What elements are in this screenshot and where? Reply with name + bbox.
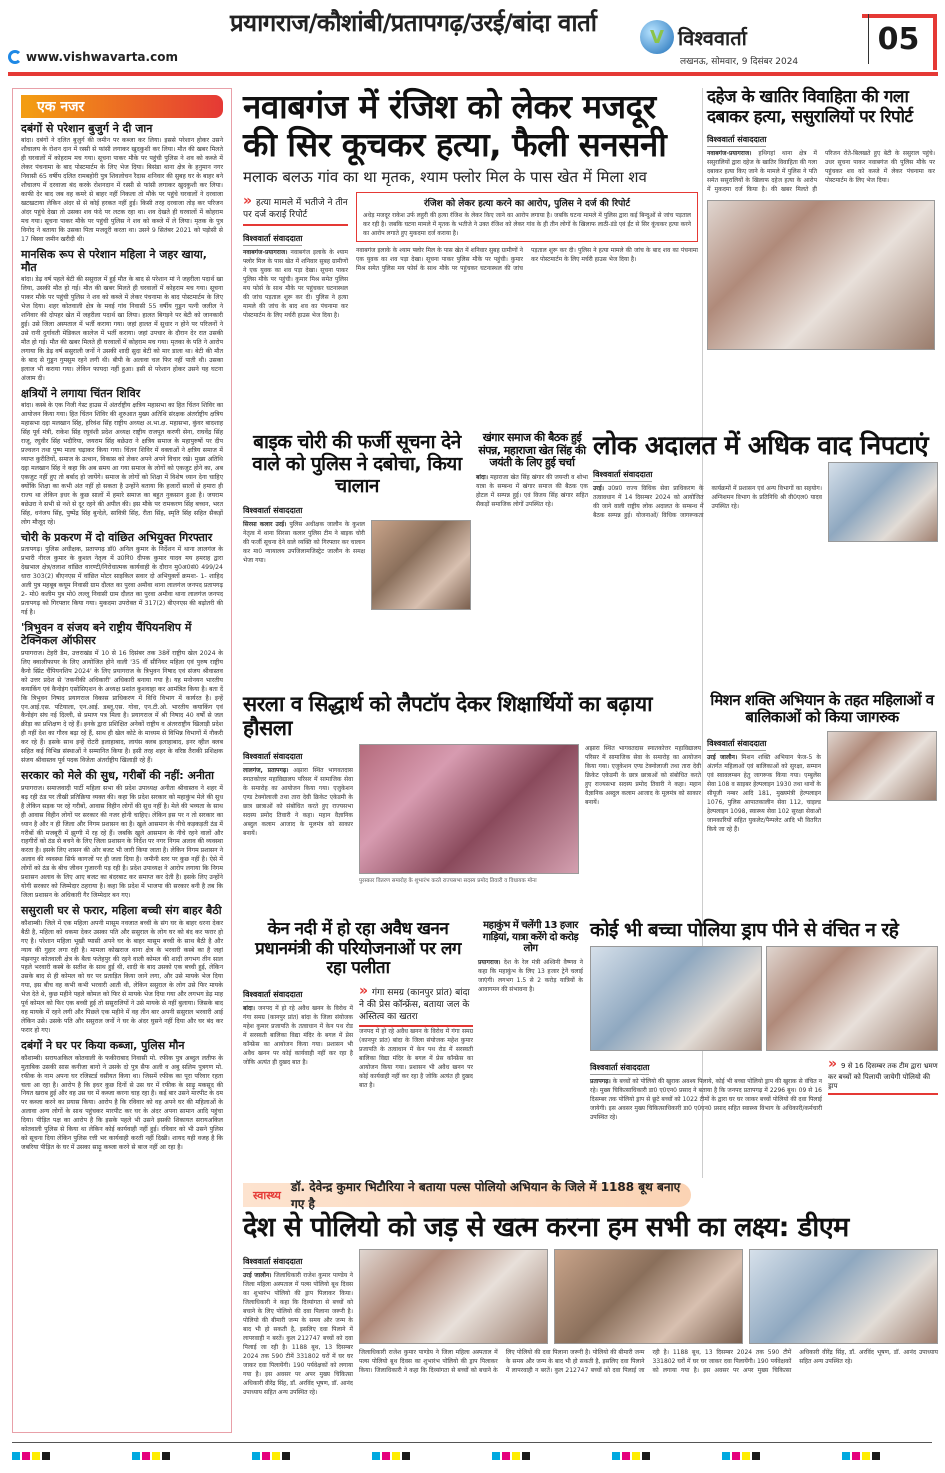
masthead-divider [8,72,938,76]
ken-byline: विश्ववार्ता संवाददाता [243,989,302,1002]
brief-body: बांदा। दबंगों ने दलित बुजुर्ग की जमीन पर कब्जा कर लिया। इससे परेशान होकर उसने शौचालय के रोशन दान में रस्सी से फांसी लगाकर खुदकुशी कर लिया। मौत की खबर मिलते ही घरवालों में कोहराम मच गया। सूचना पाकर मौके पर पहुंची पुलिस ने शव को कब्जे में लेकर पंचनामा के बाद पोस्टमार्टम के लिए भेज दिया। बिसंडा थाना क्षेत्र के हनुमान नगर निवासी 65 वर्षीय दलित रामबहोरी पुत्र शिवलोचन रैदास शनिवार की सुबह घर के बाहर बने शौचालय में दरवाजा बंद करके रोशनदान में रस्सी से फांसी लगाकर खुदकुशी कर लिया। काफी देर बाद जब वह कमरे से बाहर नहीं निकला तो मौके पर पहुंचे घरवालों ने दरवाजा खटखटाया लेकिन अंदर से से कोई हरकत नहीं हुई। किसी तरह दरवाजा तोड़ कर परिजन अंदर पहुंचे देखा तो उसका शव फंदे पर लटक रहा था। शव देखते ही घरवालों में कोहराम मच गया। सूचना पाकर मौके पर पहुंची पुलिस ने शव को कब्जे में ले लिया। मृतक के पुत्र विनोद ने बताया कि उसका पिता मजदूरी करता था। उसने 9 सितंबर 2021 को पड़ोसी से 17 बिस्वा जमीन खरीदी थी। [21,137,223,244]
registration-marks [12,1452,50,1460]
ken-side-note: » गंगा समग्र (कानपुर प्रांत) बांदा ने की प्रेस कॉन्फ्रेंस, बताया जल के अस्तित्व का खतरा [359,982,473,1028]
polio-dm-body: उरई जालौन। जिलाधिकारी राजेश कुमार पाण्डेय ने जिला महिला अस्पताल में पल्स पोलियो बूथ दिवस का शुभारंभ पोलियो की ड्राप पिलाकर किया। जिलाधिकारी ने कहा कि दिव्यांगता से बच्चों को बचाने के लिए पोलियो की दवा पिलाना जरूरी है। पोलियो की बीमारी जन्म के समय और जन्म के बाद भी हो सकती है, इसलिए दवा पिलाने में लापरवाही न बरतें। कुल 212747 बच्चों को दवा पिलाई जा रही है। 1188 बूथ, 13 दिसम्बर 2024 तक 590 टीमें 331802 घरों में घर घर जाकर दवा पिलायेंगी। 190 पर्यवेक्षकों को लगाया गया है। इस अवसर पर अपर मुख्य चिकित्सा अधिकारी वीरेंद्र सिंह, डॉ. अरविंद भूषण, डॉ. आनंद उपाध्याय सहित अन्य उपस्थित रहे। [243,1272,353,1397]
mission-shakti-body: उरई जालौन। मिशन शक्ति अभियान फेज-5 के अंतर्गत महिलाओं एवं बालिकाओं को सुरक्षा, सम्मान एवं स्वावलम्बन हेतु जागरूक किया गया। एम्बुलेंस सेवा 108 व साइबर हेल्पलाइन 1930 तथा थानों के सीयूजी नम्बर आदि 181, मुख्यमंत्री हेल्पलाइन 1076, पुलिस आपातकालीन सेवा 112, चाइल्ड हेल्पलाइन 1098, स्वास्थ्य सेवा 102 सुरक्षा सेवाओं जानकारियों सहित युकलेट/पैम्पलेट आदि भी वितरित किये जा रहे हैं। [707,753,821,833]
kumbh-body: प्रयागराज। देश के रेल मंत्री अश्विनी वैष्णव ने कहा कि महाकुंभ के लिए 13 हजार ट्रेनें चलाई जाएंगी। लगभग 1.5 से 2 करोड़ यात्रियों के आवागमन की संभावना है। [478,958,583,993]
dowry-photo [707,200,935,350]
brief-body: प्रयागराज। समाजवादी पार्टी महिला सभा की प्रदेश उपाध्यक्ष अनीता श्रीवास्तव ने शहर में बढ़ रही ठंड पर तीखी प्रतिक्रिया व्यक्त की। कहा कि प्रदेश सरकार को महाकुंभ मेले की सुध है लेकिन सड़क पर रहे गरीबों, आवास विहीन लोगों की सुध नहीं है। मेले की भव्यता के साथ ही आवास विहीन लोगों पर सरकार की नजर होनी चाहिए। लेकिन इस पर न तो सरकार का ध्यान है और न ही जिला और निगम प्रशासन का है। खुले आसमान के नीचे कड़कड़ती ठंड में गरीबों की मजबूरी में झुग्गी में रह रहे हैं। जबकि खुले आसमान के नीचे रहने वालों और राहगीरों को ठंड से बचने के लिए जिला प्रशासन के निर्देश पर नगर निगम अलाव की व्यवस्था करता है। इसके लिए शासन की ओर बजट भी जारी किया जाता है। लेकिन निगम प्रशासन ने अलाव की व्यवस्था सिर्फ कागजों पर ही जला दिया है। जमीनी स्तर पर कुछ नहीं है। ऐसे में लोगों को ठंड के बीच जीवन गुजारनी पड़ रही है। प्रदेश उपाध्यक्ष ने आरोप लगाया कि निगम प्रशासन अलाव के लिए आए बजट का बंदरबाट कर समाप्त कर देती है। इसके लिए उन्होंने योगी सरकार को जिम्मेदार ठहराया है। कहा कि प्रदेश में भाजपा की सरकार बनी है तब कि जिला प्रशासन के अधिकारी गैर जिम्मेदार बन गए। [21,784,223,900]
website-link[interactable] [8,50,178,64]
lok-adalat-headline: लोक अदालत में अधिक वाद निपटाएं [593,431,929,461]
polio-dm-photo-1 [359,1249,548,1344]
kumbh-story [478,920,583,1175]
ken-headline: केन नदी में हो रहा अवैध खनन प्रधानमंत्री की परियोजनाओं पर लग रहा पलीता [255,919,461,979]
pull-quote-title: रंजिश को लेकर हत्या करने का आरोप, पुलिस ने दर्ज की रिपोर्ट [423,198,631,209]
polio-drop-headline: कोई भी बच्चा पोलिया ड्राप पीने से वंचित न रहे [590,919,899,941]
lead-subhead: मलाक बलऊ गांव का था मृतक, श्याम फ्लोर मिल के पास खेत में मिला शव [243,167,647,186]
brief-item [21,387,223,528]
laptop-story [243,692,701,897]
brief-body: प्रतापगढ़। पुलिस अधीक्षक, प्रतापगढ़ डॉ0 अनिल कुमार के निर्देशन में थाना लालगंज के प्रभारी नीरज कुमार के कुशल नेतृत्व में उ0नि0 दीपक कुमार यादव मय हमराह द्वारा देखभाल क्षेत्र/तलाश वांछित वारण्टी/निरोधात्मक कार्यवाही के दौरान मु0अ0सं0 499/24 धारा 303(2) बीएनएस में वांछित मोटर साइकिल सवार दो अभियुक्तों क्रमशः- 1- शाहिद अली पुत्र महबूब कयूम निवासी ग्राम दौलत का पुरवा अमौवा थाना लालगंज जनपद प्रतापगढ़ 2- मो0 कलीम पुत्र मो0 लल्लू निवासी ग्राम दौलत का पुरवा अमौवा थाना लालगंज जनपद प्रतापगढ़ को गिरफ्तार किया गया। मुकदमा उपरोक्त में 317(2) बीएनएस की बढ़ोतरी की गई है। [21,546,223,617]
chevron-right-icon: » [359,982,369,999]
brief-headline: मानसिक रूप से परेशान महिला ने जहर खाया, मौत [21,248,207,275]
logo-name: विश्ववार्ता [678,25,747,50]
brief-body: प्रयागराज। टेहरी डैम, उत्तराखंड में 10 से 16 दिसंबर तक 38वें राष्ट्रीय खेल 2024 के लिए क्वालीफायर के लिए आयोजित होने वाली '35 वीं सीनियर महिला एवं पुरुष राष्ट्रीय कैनो स्प्रिंट चैंपियनशिप 2024' के लिए प्रयागराज के त्रिभुवन निषाद एवं संजय श्रीवास्तव को उत्तर प्रदेश से 'तकनीकी अधिकारी' अधिकारी बनाया गया है। यह मनोनयन भारतीय कयाकिंग एवं कैनोइंग एसोसिएशन के अध्यक्ष प्रशांत कुशवाहा कर आमंत्रित किया है। बता दें कि त्रिभुवन निषाद प्रयागराज विकास प्राधिकरण में विधि विभाग में कार्यरत है। इन्हें एन.आई.एस. पटियाला, एन.आई. डब्लू.एस. गोवा, एन.टी.ओ. भारतीय कयाकिंग एवं कैनोइंग संघ नई दिल्ली, से प्रमाण पत्र मिला है। प्रयागराज में श्री निषाद 40 वर्षों से जल क्रीड़ा का प्रशिक्षण दे रहे हैं। इनके द्वारा प्रशिक्षित अनेकों राष्ट्रीय व अंतरराष्ट्रीय खिलाड़ी प्रदेश ही नहीं देश का गौरव बढ़ा रहे हैं, साथ ही खेल कोटे के माध्यम से विभिन्न विभागों में नौकरी कर रहे हैं। इसके साथ इन्हें रोटरी इलाहाबाद, लायंस क्लब इलाहाबाद, इनर व्हील क्लब सहित कई विभिन्न संस्थाओं ने सम्मानित किया है। इसी तरह शहर के वरिष्ठ तैराकी प्रशिक्षक संजय श्रीवास्तव पूर्व पदक विजेता अंतर्राष्ट्रीय खिलाड़ी रहे हैं। [21,649,223,765]
lok-adalat-story [593,432,938,660]
bike-byline: विश्ववार्ता संवाददाता [243,505,302,518]
mission-shakti-headline: मिशन शक्ति अभियान के तहत महिलाओं व बालिकाओं को किया जागरुक [710,691,934,727]
polio-drop-byline: विश्ववार्ता संवाददाता [590,1062,649,1075]
footer-rule [12,1442,932,1443]
brief-item [21,248,223,384]
laptop-body-cont: अझारा स्थित भागवतदास स्नातकोत्तर महाविद्यालय परिसर में सामाजिक सेवा के समारोह का आयोजन किया गया। एजुकेशन एण्ड टेक्नोलाजी तथा तारा देवी क्रिकेट एकेडमी के छात्र छात्राओं को संबोधित करते हुए राज्यसभा सदस्य प्रमोद तिवारी ने कहा। महान वैज्ञानिक अब्दुल कलाम आजाद के मूलमंत्र को साकार बनायें। [585,745,701,807]
polio-dm-photo-3 [749,1249,938,1344]
lok-adalat-byline: विश्ववार्ता संवाददाता [593,469,652,482]
masthead [0,0,945,76]
brief-item [21,621,223,766]
brief-body: कौशाम्बी। सरायअकिल कोतवाली के फकीराबाद निवासी मो. रफीक पुत्र अब्दुल लतीफ के मुताबिक उसकी सास कनीजा बानो ने उसके दो पुत्र सैफ अली व अबु सलिम पुत्रगण मो. रफीक के नाम अपना घर रजिस्टर्ड वसीयत किया था। जिसमें रफीक का पूरा परिवार रहता चला आ रहा है। आरोप है कि इधर कुछ दिनों से उस घर में रफीक के साढ़ू मकसूद की नियत खराब हुई और वह उस घर में कब्जा करना चाह रहा है। कई बार उसने मारपीट के दम पर कब्जा करने का प्रयास किया। आरोप है कि रविवार को वह अपने घर की महिलाओं के अलावा अन्य लोगों के साथ पहुंचकर मारपीट कर घर के अंदर अपना सामान आदि पहुंचा दिया। पीड़ित पक्ष का आरोप है कि इसके पहले भी उसने इसकी शिकायत सरायअकिल कोतवाली पुलिस से किया था लेकिन कोई कार्यवाही नहीं हुई। रविवार को भी उसने पुलिस को सूचना दिया लेकिन पुलिस रत्ती भर कार्यवाही करती नहीं दिखी। शायद यही वजह है कि जबरिया पीड़ित के घर में उसका साढ़ू कब्जा करने से बाज नहीं आ रहा है। [21,1054,223,1152]
edition-title: प्रयागराज/कौशांबी/प्रतापगढ़/उरई/बांदा वार्ता [230,9,597,37]
registration-marks [132,1452,170,1460]
polio-drop-body: प्रतापगढ़। के बच्चों को पोलियो की खुराक अवश्य पिलाये, कोई भी बच्चा पोलियो ड्राप की खुराक से वंचित न रहे। मुख्य चिकित्साधिकारी डा0 ए0एन0 प्रसाद ने बताया है कि जनपद प्रतापगढ़ में 2296 बूथ। 09 से 16 दिसम्बर तक पोलियो ड्राप से छूटे बच्चों को 1022 टीमों के द्वारा घर घर जाकर बच्चों पोलियो की दवा पिलाई जायेगी। इस अवसर मुख्य चिकित्साधिकारी डा0 ए0एन0 प्रसाद सहित स्वास्थ्य विभाग के अधिकारी/कर्मचारी उपस्थित रहे। [590,1077,822,1121]
registration-marks [842,1452,880,1460]
polio-dm-headline: देश से पोलियो को जड़ से खत्म करना हम सभी का लक्ष्य: डीएम [243,1212,849,1243]
registration-marks [612,1452,650,1460]
laptop-photo-caption: पुरस्कार वितरण समारोह के शुभारंभ करते राज्यसभा सदस्य प्रमोद तिवारी व विधायक मोना [359,878,537,885]
polio-drop-photo-2 [766,946,938,1051]
polio-dm-byline: विश्ववार्ता संवाददाता [243,1256,302,1269]
lead-byline: विश्ववार्ता संवाददाता [243,233,302,246]
registration-marks [722,1452,760,1460]
brief-headline: क्षत्रियों ने लगाया चिंतन शिविर [21,387,141,401]
bike-theft-story [243,432,471,660]
bike-headline: बाइक चोरी की फर्जी सूचना देने वाले को पुलिस ने दबोचा, किया चालान [252,431,462,497]
lok-adalat-photo [828,462,938,542]
globe-logo-icon: V [640,20,674,54]
health-banner [243,1180,691,1211]
brief-headline: ससुराली घर से फरार, महिला बच्ची संग बाहर बैठी [21,904,222,918]
laptop-headline: सरला व सिद्धार्थ को लैपटॉप देकर शिक्षार्थियों का बढ़ाया हौसला [243,692,653,741]
lead-side-note: » हत्या मामले में भतीजे ने तीन पर दर्ज कराई रिपोर्ट [243,192,348,226]
brief-item [21,769,223,901]
registration-marks [492,1452,530,1460]
mission-shakti-byline: विश्ववार्ता संवाददाता [707,738,766,751]
bike-body: सिरसा कलार उरई। पुलिस अधीक्षक जालौन के कुशल नेतृत्व में थाना सिरसा कलार पुलिस टीम ने बाइक चोरी की फर्जी सूचना देने वाले व्यक्ति को गिरफ्तार कर चालान कर मा0 न्यायालय उपजिलामजिस्ट्रेट जालौन के समक्ष भेजा गया। [243,520,366,564]
lok-adalat-body: उरई। उ0प्र0 राज्य विधिक सेवा प्राधिकरण के तत्वावधान में 14 दिसम्बर 2024 को आयोजित की जाने वाली राष्ट्रीय लोक अदालत के सम्बन्ध में बैठक सम्पन्न हुई। योजनाओं/ विधिक जागरूकता कार्यक्रमों में प्रशासन एवं अन्य विभागों का सहयोग। अग्निशमन विभाग के प्रतिनिधि श्री वी0एल0 यादव उपस्थित रहे। [593,484,822,519]
laptop-body: लालगंज, प्रतापगढ़। अझारा स्थित भागवतदास स्नातकोत्तर महाविद्यालय परिसर में सामाजिक सेवा के समारोह का आयोजन किया गया। एजुकेशन एण्ड टेक्नोलाजी तथा तारा देवी क्रिकेट एकेडमी के छात्र छात्राओं को संबोधित करते हुए राज्यसभा सदस्य प्रमोद तिवारी ने कहा। महान वैज्ञानिक अब्दुल कलाम आजाद के मूलमंत्र को साकार बनायें। [243,767,353,838]
lead-body-b: नवाबगंज इलाके के श्याम फ्लोर मिल के पास खेत में शनिवार सुबह ग्रामीणों ने एक युवक का शव पड़ा देखा। सूचना पाकर पुलिस मौके पर पहुंची। कुमार मिश्र समेत पुलिस मय फोर्स के साथ मौके पर पहुंचकर घटनास्थल की जांच पड़ताल शुरू कर दी। पुलिस ने हत्या मामले की जांच के बाद शव का पंचनामा कर पोस्टमार्टम के लिए मर्चरी हाउस भेज दिया है। [356,246,698,272]
bike-photo [371,520,471,610]
dateline: लखनऊ, सोमवार, 9 दिसंबर 2024 [680,57,799,67]
lead-body-a: नवाबगंज-प्रयागराज। नवाबगंज इलाके के श्याम फ्लोर मिल के पास खेत में शनिवार सुबह ग्रामीणों ने एक युवक का शव पड़ा देखा। सूचना पाकर पुलिस मौके पर पहुंची। कुमार मिश्र समेत पुलिस मय फोर्स के साथ मौके पर पहुंचकर घटनास्थल की जांच पड़ताल शुरू कर दी। पुलिस ने हत्या मामले की जांच के बाद शव का पंचनामा कर पोस्टमार्टम के लिए मर्चरी हाउस भेज दिया है। [243,248,348,319]
ken-body-cont: जनपद में हो रहे अवैध खनन के विरोध में गंगा समग्र (कानपुर प्रांत) बांदा के जिला संयोजक महेश कुमार प्रजापति के तत्वाधान में केन पथ रोड में सरस्वती बालिका विद्या मंदिर के बगल में प्रेस कॉन्फ्रेंस का आयोजन किया गया। प्रशासन भी अवैध खनन पर कोई कार्यवाही नहीं कर रहा है जोकि अत्यंत ही दुखद बात है। [359,1028,473,1090]
dowry-story [707,88,935,428]
dowry-byline: विश्ववार्ता संवाददाता [707,134,766,147]
brief-headline: 'त्रिभुवन व संजय बने राष्ट्रीय चैंपियनशिप में टेक्निकल ऑफीसर [21,621,192,648]
ek-nazar-column [12,88,232,1433]
dowry-headline: दहेज के खातिर विवाहिता की गला दबाकर हत्या, ससुरालियों पर रिपोर्ट [707,87,913,127]
dowry-body: नवाबगंज-प्रयागराज। हथिगहां थाना क्षेत्र में ससुरालियों द्वारा दहेज के खातिर विवाहिता की गला दबाकर हत्या किए जाने के मामले में पुलिस ने पति समेत ससुरालियों के खिलाफ दहेज हत्या के आरोप में मुकदमा दर्ज किया है। की खबर मिलते ही परिजन रोते-बिलखते हुए बेटी के ससुराल पहुंचे। उधर सूचना पाकर नवाबगंज की पुलिस मौके पर पहुंचकर शव को कब्जे में लेकर पंचनामा कर पोस्टमार्टम के लिए भेज दिया। [707,150,935,194]
lead-pull-quote [356,192,698,242]
brief-headline: चोरी के प्रकरण में दो वांछित अभियुक्त गिरफ्तार [21,531,213,545]
lead-headline: नवाबगंज में रंजिश को लेकर मजदूर की सिर कूचकर हत्या, फैली सनसनी [243,87,667,164]
polio-drop-photo-1 [590,946,762,1051]
brief-item [21,904,223,1036]
brief-body: बांदा। कस्बे के एक निजी गेस्ट हाउस में अंतर्राष्ट्रीय क्षत्रिय महासभा का हित चिंतन शिविर का आयोजन किया गया। हित चिंतन शिविर की शुरुआत मुख्य अतिथि संरक्षक अंतर्राष्ट्रीय क्षत्रिय महासभा दद्दा मलखान सिंह, हरिवंश सिंह राष्ट्रीय अध्यक्ष अ.भा.क्ष. महासभा, कुंवर बादशाह सिंह पूर्व मंत्री, राकेश सिंह रघुवंशी प्रदेश अध्यक्ष राष्ट्रीय राजपूत करणी सेना, राघवेंद्र सिंह राजू, रघुवीर सिंह भदौरिया, जयराम सिंह बछेउरा ने क्षत्रिय समाज के महापुरुषों पर दीप प्रज्वलन तथा पुष्प माला चढ़ाकर किया गया। चिंतन शिविर में वक्ताओं ने क्षत्रिय समाज में व्याप्त कुरीतियों, समाज के उत्थान, विकास को लेकर अपने अपने विचार रखे। मुख्य अतिथि दद्दा मलखान सिंह ने कहा कि अब समय आ गया समाज के लोगों को एकजुट होने का, अब एकजुट नहीं हुए तो बर्बाद हो जायेंगे। समाज के लोगों को शिक्षा में विशेष ध्यान देना चाहिए क्योंकि शिक्षा का कभी अंत नहीं हो सकता है उन्होंने बताया कि हजारों सालों से हमारा ही राज्य था लेकिन इधर के कुछ सालों में हमारे समाज का बहुत नुकसान हुआ है। जयराम बछेउरा ने सभी से नशे से दूर रहने की अपील की। इस मौके पर रामकरण सिंह बच्चन, भरत सिंह, धनंजय सिंह, पुष्पेंद्र सिंह बुन्देले, सावित्री सिंह, रीता सिंह, स्मृति सिंह सहित सैकड़ों लोग मौजूद रहे। [21,402,223,527]
kumbh-headline: महाकुंभ में चलेंगी 13 हजार गाड़ियां, यात्रा करेंगे दो करोड़ लोग [482,920,579,954]
brief-body: कौशाम्बी। जिले में एक महिला अपनी मासूम नवजात बच्ची के संग घर के बाहर धरना देकर बैठी है, महिला को धकमा देकर उसका पति और ससुराल के लोग घर को बंद कर फरार हो गए है। परेशान महिला भूखी प्यासी अपने घर के बाहर मासूम बच्ची के साथ बैठी है और न्याय की गुहार लगा रही है। मामला कोखराज थाना क्षेत्र के भरवारी कस्बे का है जहां मंझनपुर कोतवाली क्षेत्र के बैला फतेहपुर की रहने वाली कोमल की शादी लगभग तीन साल पहले भरवारी कस्बे के सतीश के साथ हुई थी, शादी के बाद उसको एक बच्ची हुई, लेकिन उसके बाद से ही कोमल को घर पर प्रताड़ित किया जाने लगा, और उसे मायके भेज दिया गया, इस बीच वह कभी कभी भरवारी आती थी, लेकिन ससुराल के लोग उसे फिर मायके भेज देते थे, कुछ महीने पहले कोमल को फिर से मायके भेज दिया गया और लगभग डेढ़ माह पूर्व कोमल को फिर एक बच्ची हुई तो ससुरालियों ने उसे मायके से नहीं बुलाया। जिसके बाद वह मायके में रहने लगी और पिछले एक महीने में वह तीन बार अपनी ससुराल भरवारी आई लेकिन उसे। उसके पति और ससुराल जनों ने घर के अंदर घुसने नहीं दिया और घर बंद कर फरार हो गए। [21,919,223,1035]
polio-dm-body-cont: जिलाधिकारी राजेश कुमार पाण्डेय ने जिला महिला अस्पताल में पल्स पोलियो बूथ दिवस का शुभारंभ पोलियो की ड्राप पिलाकर किया। जिलाधिकारी ने कहा कि दिव्यांगता से बच्चों को बचाने के लिए पोलियो की दवा पिलाना जरूरी है। पोलियो की बीमारी जन्म के समय और जन्म के बाद भी हो सकती है, इसलिए दवा पिलाने में लापरवाही न बरतें। कुल 212747 बच्चों को दवा पिलाई जा रही है। 1188 बूथ, 13 दिसम्बर 2024 तक 590 टीमें 331802 घरों में घर घर जाकर दवा पिलायेंगी। 190 पर्यवेक्षकों को लगाया गया है। इस अवसर पर अपर मुख्य चिकित्सा अधिकारी वीरेंद्र सिंह, डॉ. अरविंद भूषण, डॉ. आनंद उपाध्याय सहित अन्य उपस्थित रहे। [359,1349,938,1375]
mission-shakti-photo [827,731,937,801]
registration-marks [252,1452,290,1460]
brief-item [21,1039,223,1153]
section-label: एक नजर [21,95,223,118]
website-url: www.vishwavarta.com [26,50,178,64]
brief-headline: सरकार को मेले की सुध, गरीबों की नहीं: अनीता [21,769,215,783]
browser-icon [8,50,22,64]
brief-headline: दबंगों से परेशान बुजुर्ग ने दी जान [21,122,153,135]
polio-drop-story [590,920,938,1175]
polio-dm-story [243,1212,938,1437]
brief-item [21,122,223,245]
page-number: 05 [868,14,928,64]
banner-text: डॉ. देवेन्द्र कुमार भिटौरिया ने बताया पल्स पोलियो अभियान के जिले में 1188 बूथ बनाए गए है [290,1180,681,1211]
polio-dm-photo-2 [554,1249,743,1344]
banner-tag: स्वास्थ्य [253,1188,281,1202]
brief-item [21,531,223,618]
ken-body: बांदा। जनपद में हो रहे अवैध खनन के विरोध में गंगा समग्र (कानपुर प्रांत) बांदा के जिला संयोजक महेश कुमार प्रजापति के तत्वाधान में केन पथ रोड में सरस्वती बालिका विद्या मंदिर के बगल में प्रेस कॉन्फ्रेंस का आयोजन किया गया। प्रशासन भी अवैध खनन पर कोई कार्यवाही नहीं कर रहा है जोकि अत्यंत ही दुखद बात है। [243,1004,353,1066]
polio-drop-side-note: » 9 से 16 दिसम्बर तक टीम द्वारा भ्रमण कर बच्चों को पिलायी जायेगी पोलियो की ड्राप [828,1055,938,1095]
chevron-right-icon: » [828,1055,838,1072]
laptop-photo [359,744,579,874]
khangar-body: बांदा। महाराजा खेत सिंह खंगार की जयन्ती व शोभा यात्रा के सम्बन्ध में खंगार समाज की बैठक एक होटल में सम्पन्न हुई। एवं विजय सिंह खंगार सहित सैकड़ों समाजिक लोगों उपस्थित रहे। [476,473,588,508]
ken-river-story [243,920,473,1175]
laptop-byline: विश्ववार्ता संवाददाता [243,751,302,764]
brief-headline: दबंगों ने घर पर किया कब्जा, पुलिस मौन [21,1039,185,1053]
chevron-right-icon: » [243,192,253,209]
registration-marks [372,1452,410,1460]
newspaper-logo [640,20,747,54]
brief-body: बांदा। डेढ़ वर्ष पहले बेटी की ससुराल में हुई मौत के बाद से परेशान मां ने जहरीला पदार्थ खा लिया, उसकी मौत हो गई। मौत की खबर मिलते ही घरवालों में कोहराम मच गया। सूचना पाकर मौके पर पहुंची पुलिस ने शव को कब्जे में लेकर पंचनामा के बाद पोस्टमार्टम के लिए भेज दिया। शहर कोतवाली क्षेत्र के मवई गांव निवासी 55 वर्षीय गुड्डन पत्नी जलील ने शनिवार की दोपहर खेत में जहरीला पदार्थ खा लिया। हालत बिगड़ने पर बेटी को जानकारी हुई। उसे जिला अस्पताल में भर्ती कराया गया। जहां हालत में सुधार न होने पर परिजनों ने उसे रानी दुर्गावती मेडिकल कालेज में भर्ती कराया। जहां उपचार के दौरान देर रात उसकी मौत हो गई। मौत की खबर मिलते ही घरवालों में कोहराम मच गया। मृतका के पति ने आरोप लगाया कि डेढ़ वर्ष ससुराली जनों ने उसकी शादी सुदा बेटी को मार डाला था। बेटी की मौत के बाद से गुड्डन गुमसुम रहने लगी थी। बीपी के अलावा चल फिर नहीं पाती थी। उसका इलाज भी कराया गया। लेकिन फायदा नहीं हुआ। इसी से परेशान होकर उसने यह घटना अंजाम दी। [21,276,223,383]
mission-shakti-story [707,692,937,897]
khangar-story [476,432,588,660]
khangar-headline: खंगार समाज की बैठक हुई संपन्न, महाराजा खेत सिंह की जयंती के लिए हुई चर्चा [478,431,586,470]
pull-quote-body: अधेड़ मजदूर राकेश उर्फ लहुरी की हत्या रंजिश के लेकर किए जाने का आरोप लगाया है। जबकि घटना मामले में पुलिस द्वारा कई बिन्दुओं से जांच पड़ताल कर रही है। जबकि घटना मामले में मृतक के भतीजे ने उक्त रंजिश को लेकर गांव के ही तीन लोगों के खिलाफ लाठी-डंडे एवं ईंट से सिर कूंचकर हत्या करने का आरोप लगाते हुए मुकदमा दर्ज कराया है। [363,211,691,237]
lead-story [243,88,698,423]
